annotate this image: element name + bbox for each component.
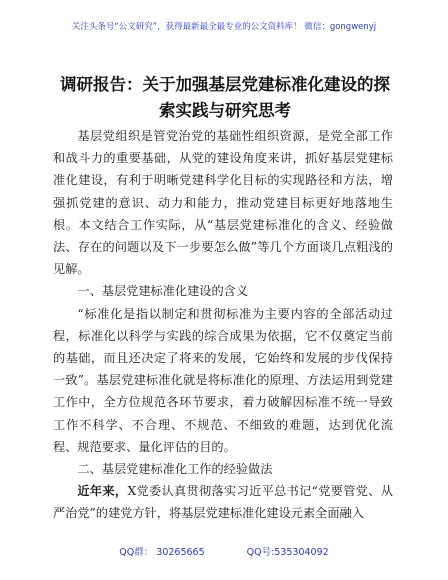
contact-footer [0,544,448,558]
document-body [53,125,393,525]
qq-group-text: QQ群： 30265665 [119,547,205,558]
paragraph-lead: 近年来， [77,484,128,499]
practice-paragraph [53,480,393,524]
qq-number-text: QQ号:535304092 [246,547,329,558]
section-heading-1: 一、基层党建标准化建设的含义 [77,284,249,299]
paragraph-rest: X党委认真贯彻落实习近平总书记“党要管党、从严治党”的建党方针，将基层党建标准化建设元素全面融入 [53,484,393,521]
intro-paragraph: 基层党组织是管党治党的基础性组织资源，是党全部工作和战斗力的重要基础，从党的建设角度来讲，抓好基层党建标准化建设，有利于明晰党建科学化目标的实现路径和方法，增强抓党建的意识、动力和能力，推动党建目标更好地落地生根。本文结合工作实际，从“基层党建标准化的含义、经验做法、存在的问题以及下一步要怎么做”等几个方面谈几点粗浅的见解。 [53,129,393,277]
definition-paragraph: “标准化是指以制定和贯彻标准为主要内容的全部活动过程，标准化以科学与实践的综合成果为依据，它不仅奠定当前的基础，而且还决定了将来的发展，它始终和发展的步伐保持一致”。基层党建标准化就是将标准化的原理、方法运用到党建工作中，全方位规范各环节要求，着力破解因标准不统一导致工作不科学、不合理、不规范、不细致的难题，达到优化流程、规范要求、量化评估的目的。 [53,306,393,454]
section-heading-2: 二、基层党建标准化工作的经验做法 [77,462,273,477]
document-title: 调研报告：关于加强基层党建标准化建设的探索实践与研究思考 [60,75,390,120]
promo-header: 关注头条号“公文研究”，获得最新最全最专业的公文资料库！ 微信：gongwenyj [71,22,377,32]
